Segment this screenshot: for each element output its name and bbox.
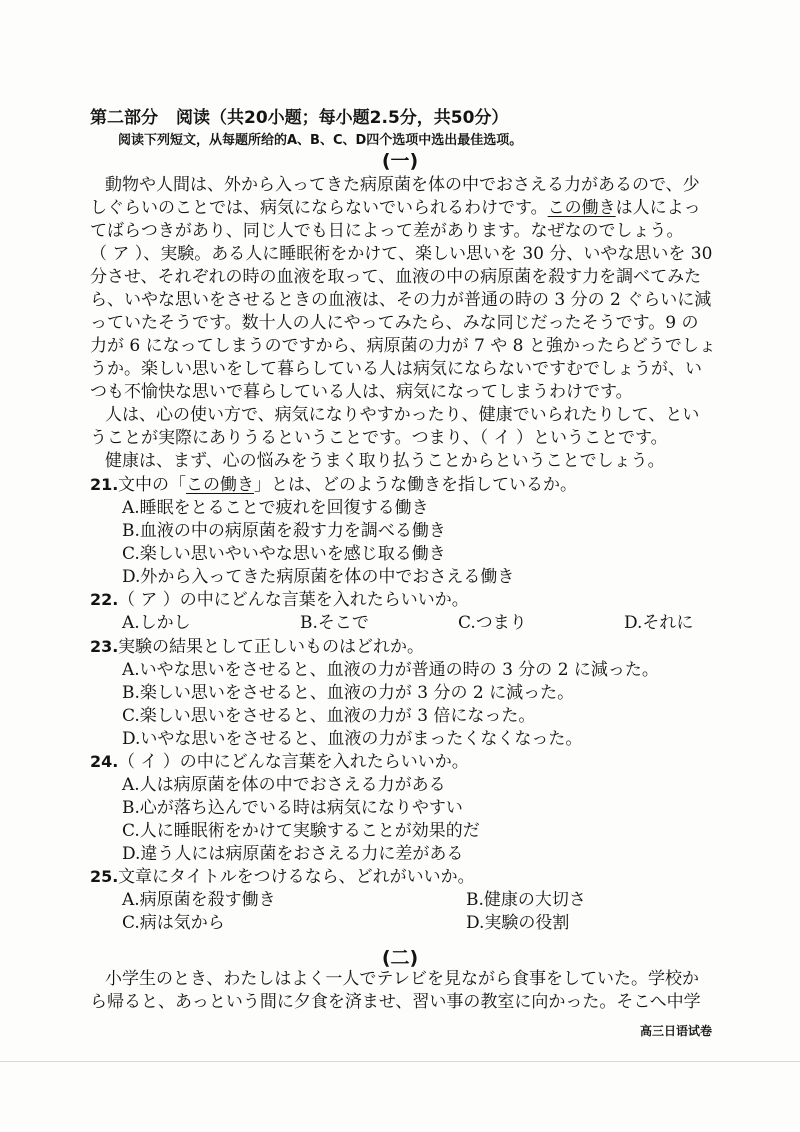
passage-1-line: 分させ、それぞれの時の血液を取って、血液の中の病原菌を殺す力を調べてみた — [90, 267, 702, 287]
passage-2-line: 小学生のとき、わたしはよく一人でテレビを見ながら食事をしていた。学校か — [105, 969, 699, 989]
passage-1-line: てばらつきがあり、同じ人でも日によって差があります。なぜなのでしょう。 — [90, 221, 684, 241]
passage-1-line: 健康は、まず、心の悩みをうまく取り払うことからということでしょう。 — [105, 451, 665, 471]
question-22-number: 22. — [90, 590, 119, 609]
question-23-number: 23. — [90, 637, 119, 656]
section-title: 阅读（共20小题；每小题2.5分，共50分） — [176, 108, 509, 128]
question-24-prompt: （ イ ）の中にどんな言葉を入れたらいいか。 — [118, 752, 469, 772]
question-23-option-d: D.いやな思いをさせると、血液の力がまったくなくなった。 — [122, 729, 583, 749]
question-23-option-c: C.楽しい思いをさせると、血液の力が 3 倍になった。 — [122, 706, 536, 726]
question-25-option-a: A.病原菌を殺す働き — [122, 890, 276, 910]
question-21-option-c: C.楽しい思いやいやな思いを感じ取る働き — [122, 544, 446, 564]
passage-1-line: うか。楽しい思いをして暮らしている人は病気にならないですむでしょうが、い — [90, 359, 702, 379]
part-label: 第二部分 — [90, 108, 158, 128]
passage-1-line: 人は、心の使い方で、病気になりやすかったり、健康でいられたりして、とい — [105, 405, 700, 425]
question-25-option-c: C.病は気から — [122, 913, 225, 933]
passage-1-line: （ ア ）、実験。ある人に睡眠術をかけて、楽しい思いを 30 分、いやな思いを 30 — [90, 244, 713, 264]
question-22-option-b: B.そこで — [300, 613, 369, 633]
question-25-option-d: D.実験の役割 — [466, 913, 570, 933]
question-25-prompt: 文章にタイトルをつけるなら、どれがいいか。 — [118, 867, 475, 887]
question-23-option-b: B.楽しい思いをさせると、血液の力が 3 分の 2 に減った。 — [122, 683, 575, 703]
passage-1-line: 力が 6 になってしまうのですから、病原菌の力が 7 や 8 と強かったらどうでしょ — [90, 336, 716, 356]
question-25-number: 25. — [90, 867, 119, 886]
question-21-option-d: D.外から入ってきた病原菌を体の中でおさえる働き — [122, 567, 515, 587]
question-23-option-a: A.いやな思いをさせると、血液の力が普通の時の 3 分の 2 に減った。 — [122, 660, 659, 680]
question-22-option-c: C.つまり — [458, 613, 527, 633]
page-footer: 高三日语试卷 — [639, 1024, 712, 1038]
question-23-prompt: 実験の結果として正しいものはどれか。 — [118, 637, 424, 657]
passage-1-line: 動物や人間は、外から入ってきた病原菌を体の中でおさえる力があるので、少 — [105, 175, 700, 195]
question-22-prompt: （ ア ）の中にどんな言葉を入れたらいいか。 — [118, 590, 469, 610]
question-24-option-b: B.心が落ち込んでいる時は病気になりやすい — [122, 798, 463, 818]
question-25-option-b: B.健康の大切さ — [466, 890, 586, 910]
question-21-prompt: 文中の「この働き」とは、どのような働きを指しているか。 — [118, 475, 577, 495]
passage-2-line: ら帰ると、あっという間に夕食を済ませ、習い事の教室に向かった。そこへ中学 — [90, 992, 701, 1012]
passage-1-line: うことが実際にありうるということです。つまり、（ イ ）ということです。 — [90, 428, 668, 448]
passage-1-line: っていたそうです。数十人の人にやってみたら、みな同じだったそうです。9 の — [90, 313, 699, 333]
passage-1-line: しぐらいのことでは、病気にならないでいられるわけです。この働きは人によっ — [90, 198, 701, 218]
passage-1-line: ら、いやな思いをさせるときの血液は、その力が普通の時の 3 分の 2 ぐらいに減 — [90, 290, 712, 310]
question-21-number: 21. — [90, 475, 119, 494]
question-21-option-b: B.血液の中の病原菌を殺す力を調べる働き — [122, 521, 446, 541]
scan-edge-divider — [0, 1061, 800, 1062]
question-22-option-a: A.しかし — [122, 613, 191, 633]
underlined-phrase: この働き — [547, 198, 616, 218]
section-header — [90, 103, 508, 128]
question-24-option-d: D.違う人には病原菌をおさえる力に差がある — [122, 844, 464, 864]
question-24-option-a: A.人は病原菌を体の中でおさえる力がある — [122, 775, 446, 795]
question-22-option-d: D.それに — [624, 613, 694, 633]
passage-1-mark: (一) — [381, 150, 419, 172]
instruction: 阅读下列短文，从每题所给的A、B、C、D四个选项中选出最佳选项。 — [118, 133, 523, 148]
question-21-option-a: A.睡眠をとることで疲れを回復する働き — [122, 498, 429, 518]
question-24-option-c: C.人に睡眠術をかけて実験することが効果的だ — [122, 821, 480, 841]
passage-2-mark: (二) — [381, 947, 419, 969]
question-24-number: 24. — [90, 752, 119, 771]
passage-1-line: つも不愉快な思いで暮らしている人は、病気になってしまうわけです。 — [90, 382, 633, 402]
